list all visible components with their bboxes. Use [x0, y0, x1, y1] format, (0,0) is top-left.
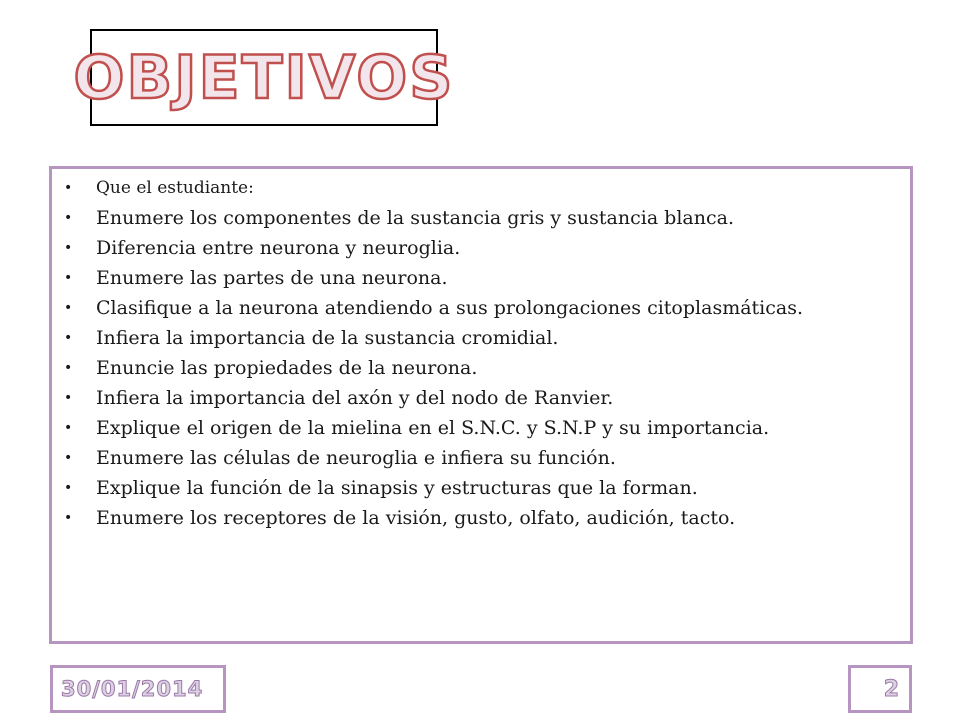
list-item-text: Explique el origen de la mielina en el S.N.C. y S.N.P y su importancia.: [96, 417, 770, 439]
bullet-icon: •: [64, 360, 73, 376]
bullet-icon: •: [64, 180, 73, 196]
list-item-text: Enumere las células de neuroglia e infiera su función.: [96, 447, 616, 469]
bullet-icon: •: [64, 210, 73, 226]
objectives-list: [52, 169, 910, 529]
bullet-icon: •: [64, 270, 73, 286]
bullet-icon: •: [64, 450, 73, 466]
list-item: [64, 237, 890, 259]
list-item-text: Enumere los componentes de la sustancia gris y sustancia blanca.: [96, 207, 734, 229]
list-item: [64, 387, 890, 409]
list-item: [64, 177, 890, 199]
list-item-text: Explique la función de la sinapsis y estructuras que la forman.: [96, 477, 698, 499]
list-item: [64, 417, 890, 439]
bullet-icon: •: [64, 330, 73, 346]
objectives-content-box: [49, 166, 913, 644]
page-number: 2: [848, 665, 912, 713]
list-item-text: Infiera la importancia de la sustancia cromidial.: [96, 327, 559, 349]
list-item-text: Enumere las partes de una neurona.: [96, 267, 448, 289]
bullet-icon: •: [64, 300, 73, 316]
list-item: [64, 447, 890, 469]
slide-title: OBJETIVOS: [73, 42, 455, 113]
list-item-text: Diferencia entre neurona y neuroglia.: [96, 237, 461, 259]
bullet-icon: •: [64, 510, 73, 526]
bullet-icon: •: [64, 240, 73, 256]
list-item: [64, 327, 890, 349]
list-item-text: Que el estudiante:: [96, 178, 254, 198]
list-item: [64, 267, 890, 289]
list-item: [64, 477, 890, 499]
list-item-text: Infiera la importancia del axón y del nodo de Ranvier.: [96, 387, 614, 409]
title-box: [73, 29, 455, 126]
list-item: [64, 297, 890, 319]
list-item: [64, 507, 890, 529]
list-item: [64, 357, 890, 379]
bullet-icon: •: [64, 390, 73, 406]
bullet-icon: •: [64, 420, 73, 436]
bullet-icon: •: [64, 480, 73, 496]
list-item: [64, 207, 890, 229]
list-item-text: Clasifique a la neurona atendiendo a sus prolongaciones citoplasmáticas.: [96, 297, 804, 319]
list-item-text: Enuncie las propiedades de la neurona.: [96, 357, 478, 379]
footer-date: 30/01/2014: [50, 665, 226, 713]
list-item-text: Enumere los receptores de la visión, gusto, olfato, audición, tacto.: [96, 507, 736, 529]
